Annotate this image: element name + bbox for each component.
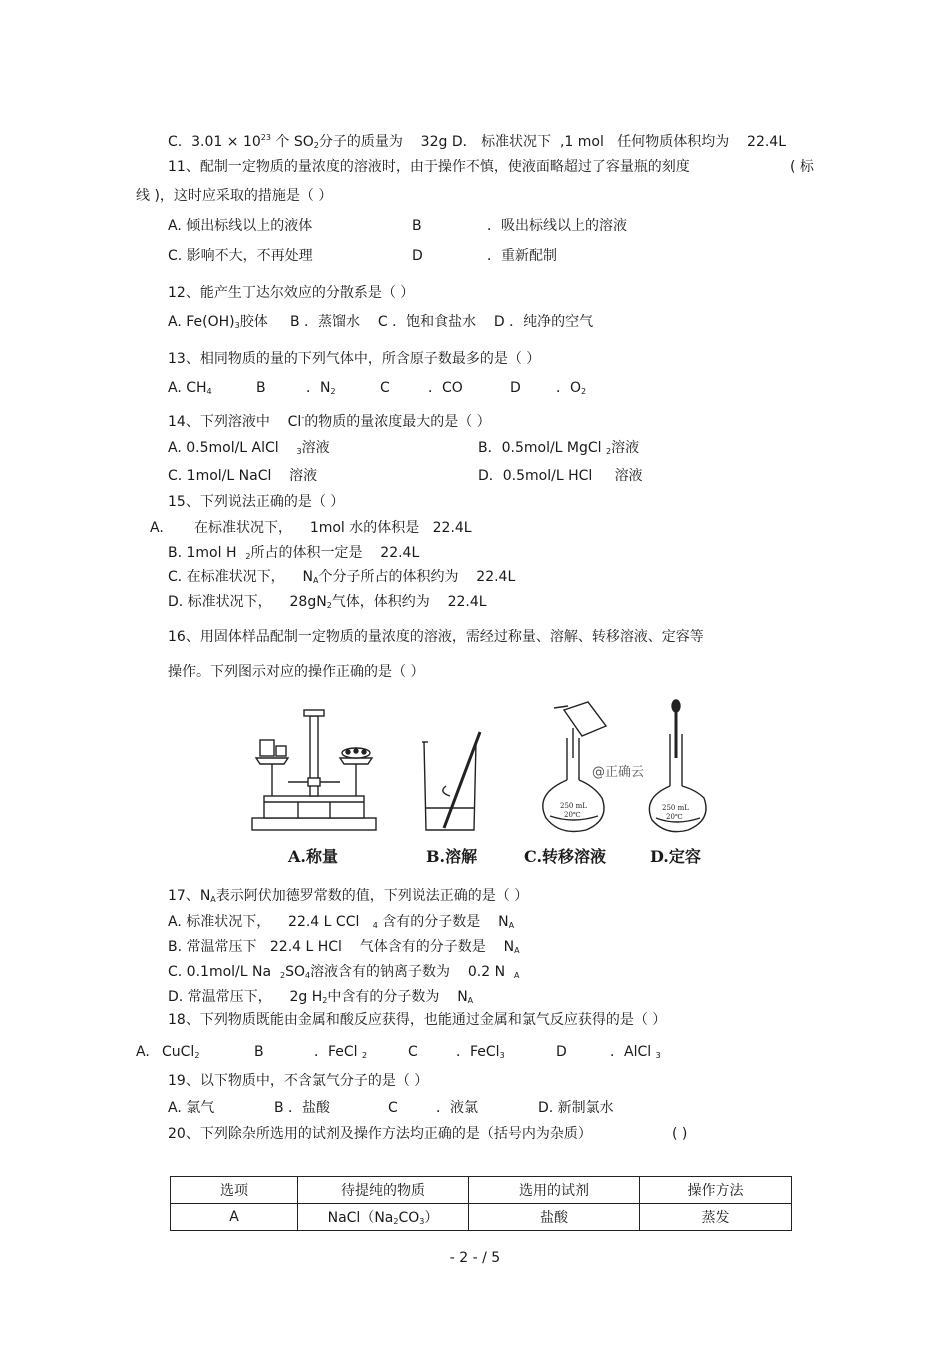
q14-option-c: C. 1mol/L NaCl 溶液 [168, 468, 318, 484]
q19-option-c: ．液氯 [436, 1100, 478, 1116]
q14-option-d: D．0.5mol/L HCl 溶液 [478, 468, 643, 484]
q13-option-d: ．$O_2$ [556, 380, 587, 396]
table-cell: 盐酸 [469, 1204, 640, 1231]
q12-stem: 12、能产生丁达尔效应的分散系是（ ） [168, 285, 415, 301]
q18-option-c: ．FeCl$_3$ [456, 1044, 505, 1060]
beaker-icon [422, 732, 480, 830]
q18-option-d-letter: D [556, 1044, 567, 1060]
q20-stem: 20、下列除杂所选用的试剂及操作方法均正确的是（括号内为杂质） [168, 1126, 592, 1142]
q11-option-b-letter: B [412, 218, 422, 234]
q13-option-c: ．CO [428, 380, 463, 396]
q11-stem-tail: ( 标 [790, 159, 814, 175]
table-header: 操作方法 [640, 1177, 792, 1204]
q20-table [170, 1176, 792, 1231]
q19-option-d: D. 新制氯水 [538, 1100, 614, 1116]
q18-option-a-letter: A. [136, 1044, 150, 1060]
table-header-row [171, 1177, 792, 1204]
table-header: 待提纯的物质 [298, 1177, 469, 1204]
q18-option-d: ．AlCl $_3$ [610, 1044, 661, 1060]
q16-stem: 16、用固体样品配制一定物质的量浓度的溶液，需经过称量、溶解、转移溶液、定容等 [168, 629, 704, 645]
q11-option-c: C. 影响不大，不再处理 [168, 248, 313, 264]
table-cell: A [171, 1204, 298, 1231]
q12-options: A. $Fe(OH)_3$胶体 B ．蒸馏水 C ．饱和食盐水 D ．纯净的空气 [168, 314, 594, 330]
q14-option-a: A. 0.5mol/L AlCl $_3$溶液 [168, 440, 330, 456]
q11-option-a: A. 倾出标线以上的液体 [168, 218, 313, 234]
flask-d-volume: 250 mL [662, 804, 689, 812]
q19-option-b: B ．盐酸 [274, 1100, 331, 1116]
caption-d: D.定容 [650, 847, 701, 866]
q10-option-c: C. $3.01 \times 10^{23}$ 个 $SO_2$分子的质量为 32g D． 标准状况下 ,1 mol 任何物质体积均为 22.4L [168, 133, 787, 150]
q15-option-a-letter: A. [150, 520, 164, 536]
q17-option-a: A. 标准状况下， 22.4 L CCl $_4$ 含有的分子数是 $N_A$ [168, 914, 515, 930]
q13-stem: 13、相同物质的量的下列气体中，所含原子数最多的是（ ） [168, 351, 541, 367]
watermark-text: @正确云 [592, 765, 645, 780]
q17-option-d: D. 常温常压下， 2g $H_2$中含有的分子数为 $N_A$ [168, 989, 474, 1005]
q14-option-b: B．0.5mol/L MgCl $_2$溶液 [478, 440, 640, 456]
q13-option-b: ．$N_2$ [306, 380, 336, 396]
caption-a: A.称量 [288, 847, 338, 866]
caption-b: B.溶解 [426, 847, 478, 866]
q19-option-c-letter: C [388, 1100, 398, 1116]
q15-option-b: B. 1mol H $_2$所占的体积一定是 22.4L [168, 545, 420, 561]
table-header: 选用的试剂 [469, 1177, 640, 1204]
q15-option-a: 在标准状况下， 1mol 水的体积是 22.4L [194, 520, 472, 536]
q17-stem: 17、$N_A$表示阿伏加德罗常数的值，下列说法正确的是（ ） [168, 888, 529, 904]
q13-option-c-letter: C [380, 380, 390, 396]
q11-stem-2: 线 )，这时应采取的措施是（ ） [136, 188, 333, 204]
q18-option-b: ．FeCl $_2$ [314, 1044, 368, 1060]
q18-option-b-letter: B [254, 1044, 264, 1060]
table-header: 选项 [171, 1177, 298, 1204]
q15-option-d: D. 标准状况下， $28gN_2$气体，体积约为 22.4L [168, 594, 487, 610]
page-number: - 2 - / 5 [449, 1250, 501, 1266]
lab-apparatus-illustration [238, 698, 728, 838]
q11-option-d: ．重新配制 [487, 248, 557, 264]
q19-option-a: A. 氯气 [168, 1100, 215, 1116]
q11-option-b: ．吸出标线以上的溶液 [487, 218, 627, 234]
q13-option-b-letter: B [256, 380, 266, 396]
balance-icon [252, 710, 376, 830]
lab-operations-figure [238, 698, 728, 868]
q15-option-c: C. 在标准状况下， $N_A$个分子所占的体积约为 22.4L [168, 569, 516, 585]
q13-option-d-letter: D [510, 380, 521, 396]
table-cell: 蒸发 [640, 1204, 792, 1231]
q11-option-d-letter: D [412, 248, 423, 264]
table-cell: $NaCl(Na_2CO_3)$ [298, 1204, 469, 1231]
q19-stem: 19、以下物质中，不含氯气分子的是（ ） [168, 1073, 429, 1089]
flask-c-temp: 20℃ [564, 811, 581, 819]
q13-option-a: A. $CH_4$ [168, 380, 212, 396]
q15-stem: 15、下列说法正确的是（ ） [168, 494, 345, 510]
q18-option-c-letter: C [408, 1044, 418, 1060]
q11-stem: 11、配制一定物质的量浓度的溶液时，由于操作不慎，使液面略超过了容量瓶的刻度 [168, 159, 690, 175]
q18-stem: 18、下列物质既能由金属和酸反应获得，也能通过金属和氯气反应获得的是（ ） [168, 1012, 667, 1028]
q20-answer-paren: ( ) [672, 1126, 688, 1142]
q18-option-a: CuCl$_2$ [162, 1044, 200, 1060]
caption-c: C.转移溶液 [524, 847, 607, 866]
q14-stem: 14、下列溶液中 Cl-的物质的量浓度最大的是（ ） [168, 413, 491, 430]
flask-c-volume: 250 mL [560, 802, 587, 810]
q17-option-b: B. 常温常压下 22.4 L HCl 气体含有的分子数是 $N_A$ [168, 939, 520, 955]
flask-d-temp: 20℃ [666, 813, 683, 821]
table-row [171, 1204, 792, 1231]
q17-option-c: C. 0.1mol/L Na $_2SO_4$溶液含有的钠离子数为 0.2 N $_A$ [168, 964, 520, 980]
q16-stem-2: 操作。下列图示对应的操作正确的是（ ） [168, 664, 425, 680]
